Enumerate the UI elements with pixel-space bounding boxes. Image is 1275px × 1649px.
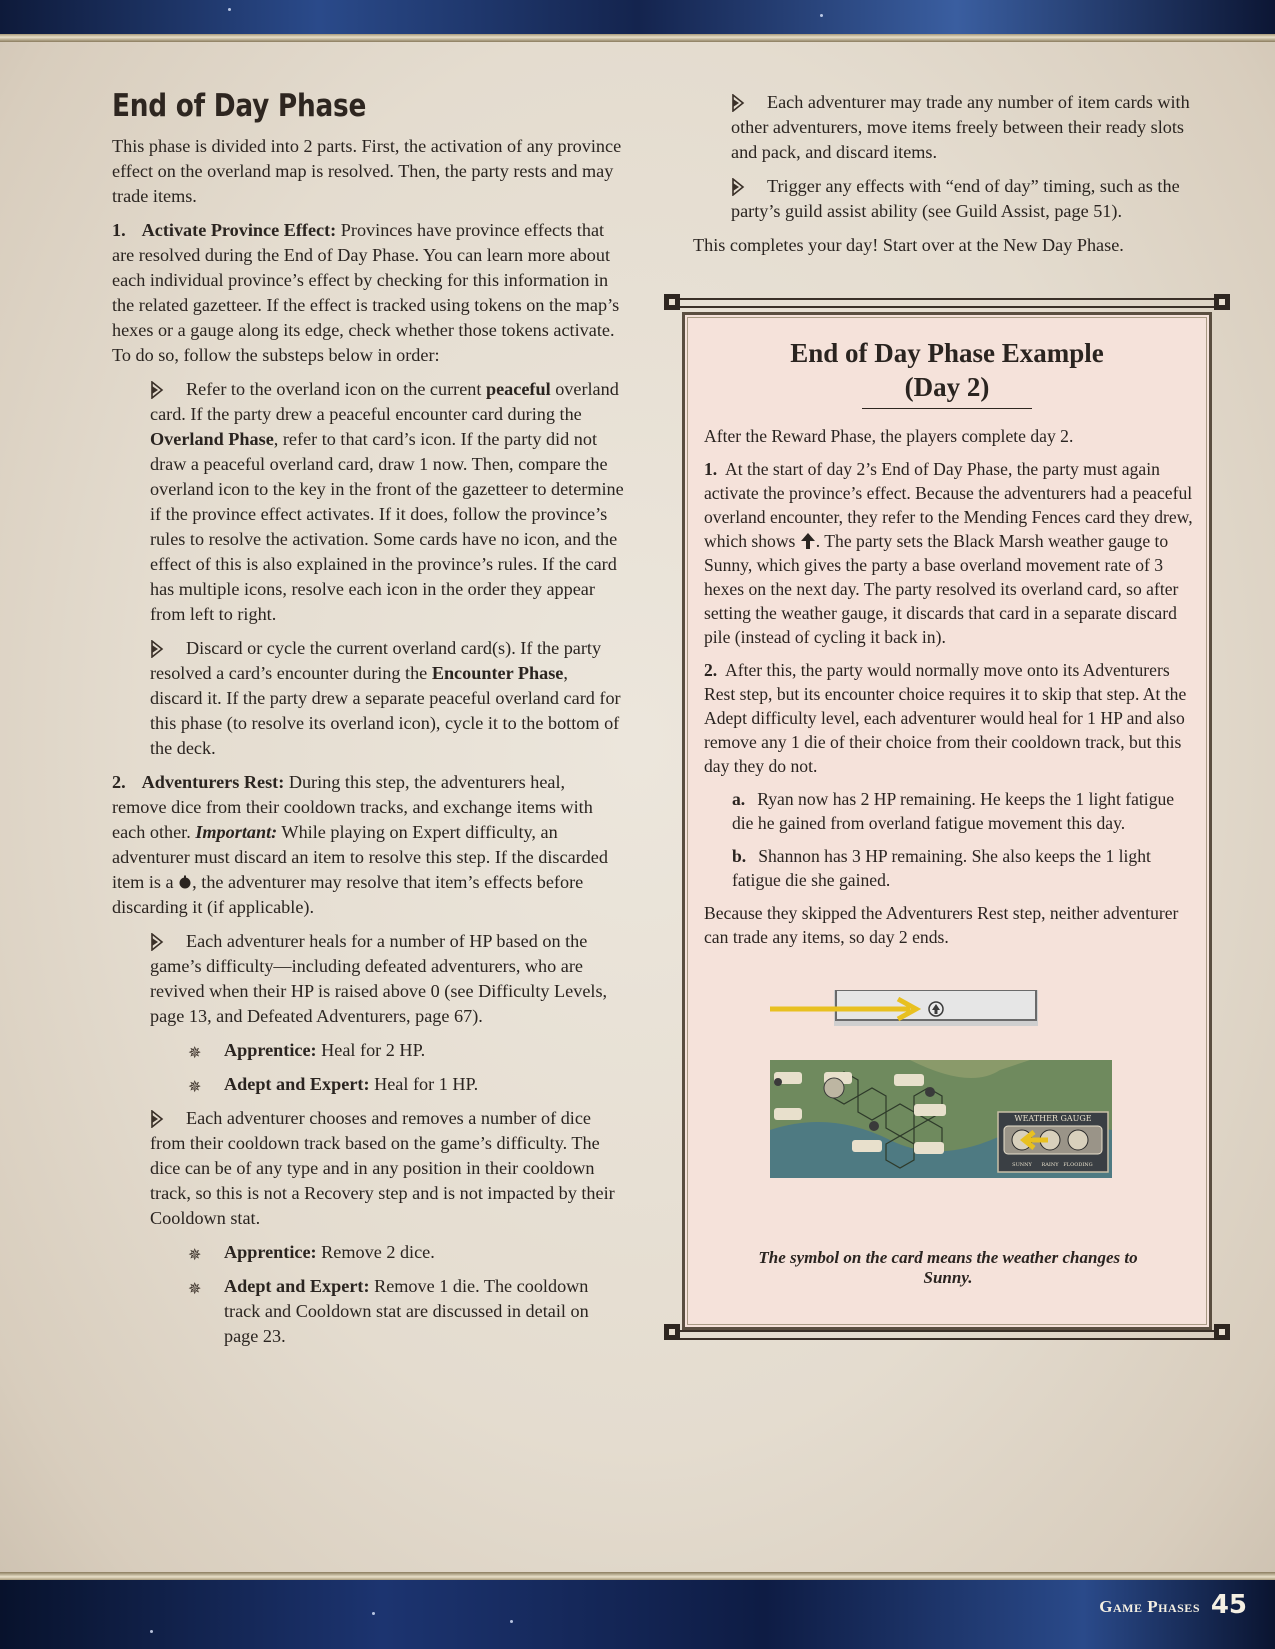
arrow-bullet-icon <box>731 94 745 112</box>
section-title: End of Day Phase <box>112 88 367 124</box>
step-text: Provinces have province effects that are resolved during the End of Day Phase. You can learn more about each individual province’s effect by checking for this information in the related gazetteer. If the effect is tracked using tokens on the map’s hexes or a gauge along its edge, check whether those tokens activate. To do so, follow the substeps below in order: <box>112 220 620 365</box>
arrow-bullet-icon <box>150 1110 164 1128</box>
example-step-2: 2. After this, the party would normally move onto its Adventurers Rest step, but its encounter choice requires it to skip that step. At the Adept difficulty level, each adventurer would heal for 1 HP and also remove any 1 die of their choice from their cooldown track, but this day they do not. <box>704 660 1187 776</box>
sunny-label: SUNNY <box>1012 1162 1032 1168</box>
bullet-item: Each adventurer chooses and removes a number of dice from their cooldown track based on the game’s difficulty. The dice can be of any type and in any position in their cooldown track, so this is not a Recovery step and is not impacted by their Cooldown stat. <box>150 1108 615 1228</box>
star <box>150 1630 153 1633</box>
step-number: 1. <box>112 220 126 240</box>
star <box>372 1612 375 1615</box>
intro-paragraph: This phase is divided into 2 parts. First, the activation of any province effect on the overland map is resolved. Then, the party rests and may trade items. <box>112 136 622 206</box>
bullet-item: Each adventurer may trade any number of item cards with other adventurers, move items freely between their ready slots and pack, and discard items. <box>731 92 1190 162</box>
sub-item: ✵ Apprentice: Heal for 2 HP. <box>188 1038 624 1063</box>
card-icon-illustration <box>770 990 1038 1026</box>
example-outro: Because they skipped the Adventurers Rest step, neither adventurer can trade any items, so day 2 ends. <box>704 903 1179 947</box>
star-bullet-icon: ✵ <box>188 1281 202 1298</box>
image-caption: The symbol on the card means the weather changes to Sunny. <box>758 1248 1138 1287</box>
arrow-bullet-icon <box>150 640 164 658</box>
star <box>820 14 823 17</box>
star-bullet-icon: ✵ <box>188 1045 202 1062</box>
example-box <box>682 312 1212 1330</box>
corner-ornament <box>664 1324 680 1340</box>
right-column <box>693 90 1213 267</box>
arrow-bullet-icon <box>150 933 164 951</box>
star-bullet-icon: ✵ <box>188 1079 202 1096</box>
bottom-starfield-band <box>0 1580 1275 1649</box>
corner-ornament <box>664 294 680 310</box>
arrow-bullet-icon <box>150 381 164 399</box>
example-sub-b: b. Shannon has 3 HP remaining. She also keeps the 1 light fatigue die she gained. <box>732 846 1151 890</box>
box-top-rule <box>666 298 1228 308</box>
sunny-symbol-icon <box>800 533 816 549</box>
consumable-item-icon <box>178 875 192 889</box>
top-border <box>0 34 1275 42</box>
page-number: 45 <box>1210 1590 1247 1620</box>
bullet-item: Refer to the overland icon on the current peaceful overland card. If the party drew a peaceful encounter card during the Overland Phase, refer to that card’s icon. If the party did not draw a peaceful overland card, draw 1 now. Then, compare the overland icon to the key in the front of the gazetteer to determine if the province effect activates. If it does, follow the province’s rules to resolve the activation. Some cards have no icon, and the effect of this is also explained in the province’s rules. If the card has multiple icons, resolve each icon in the order they appear from left to right. <box>150 379 624 624</box>
top-starfield-band <box>0 0 1275 34</box>
left-column <box>112 88 624 1358</box>
gauge-label: WEATHER GAUGE <box>1014 1114 1092 1123</box>
closing-paragraph: This completes your day! Start over at the New Day Phase. <box>693 235 1124 255</box>
example-sub-a: a. Ryan now has 2 HP remaining. He keeps the 1 light fatigue die he gained from overland fatigue movement this day. <box>732 789 1175 833</box>
step-2-paragraph: 2. Adventurers Rest: During this step, the adventurers heal, remove dice from their cooldown tracks, and exchange items with each other. Important: While playing on Expert difficulty, an adventurer must discard an item to resolve this step. If the discarded item is a , the adventurer may resolve that item’s effects before discarding it (if applicable). <box>112 772 608 917</box>
step-1-paragraph <box>112 218 624 368</box>
corner-ornament <box>1214 294 1230 310</box>
sub-item: ✵ Adept and Expert: Remove 1 die. The cooldown track and Cooldown stat are discussed in detail on page 23. <box>188 1276 589 1346</box>
sub-item: ✵ Adept and Expert: Heal for 1 HP. <box>188 1072 624 1097</box>
corner-ornament <box>1214 1324 1230 1340</box>
sub-item: ✵ Apprentice: Remove 2 dice. <box>188 1240 624 1265</box>
bullet-item: Discard or cycle the current overland card(s). If the party resolved a card’s encounter during the Encounter Phase, discard it. If the party drew a separate peaceful overland card for this phase (to resolve its overland icon), cycle it to the bottom of the deck. <box>150 638 621 758</box>
example-step-1: 1. At the start of day 2’s End of Day Phase, the party must again activate the province’s effect. Because the adventurers had a peaceful overland encounter, they refer to the Mending Fences card they drew, which shows . The party sets the Black Marsh weather gauge to Sunny, which gives the party a base overland movement rate of 3 hexes on the next day. The party resolved its overland card, so after setting the weather gauge, it discards that card in a separate discard pile (instead of cycling it back in). <box>704 459 1193 647</box>
bullet-item: Trigger any effects with “end of day” timing, such as the party’s guild assist ability (see Guild Assist, page 51). <box>731 176 1180 221</box>
bullet-item: Each adventurer heals for a number of HP based on the game’s difficulty—including defeated adventurers, who are revived when their HP is raised above 0 (see Difficulty Levels, page 13, and Defeated Adventurers, page 67). <box>150 931 608 1026</box>
title-underline <box>862 408 1032 409</box>
rainy-label: RAINY <box>1041 1162 1059 1168</box>
star <box>510 1620 513 1623</box>
example-intro: After the Reward Phase, the players complete day 2. <box>704 426 1074 446</box>
example-body <box>704 424 1194 958</box>
bottom-border <box>0 1572 1275 1580</box>
overland-map-illustration <box>770 1060 1112 1178</box>
star-bullet-icon: ✵ <box>188 1247 202 1264</box>
example-title: End of Day Phase Example (Day 2) <box>790 338 1104 402</box>
star <box>228 8 231 11</box>
flooding-label: FLOODING <box>1063 1162 1093 1168</box>
step-heading: Activate Province Effect: <box>141 220 337 240</box>
arrow-bullet-icon <box>731 178 745 196</box>
box-bottom-rule <box>666 1330 1228 1340</box>
footer-section-label: Game Phases <box>1099 1597 1200 1616</box>
